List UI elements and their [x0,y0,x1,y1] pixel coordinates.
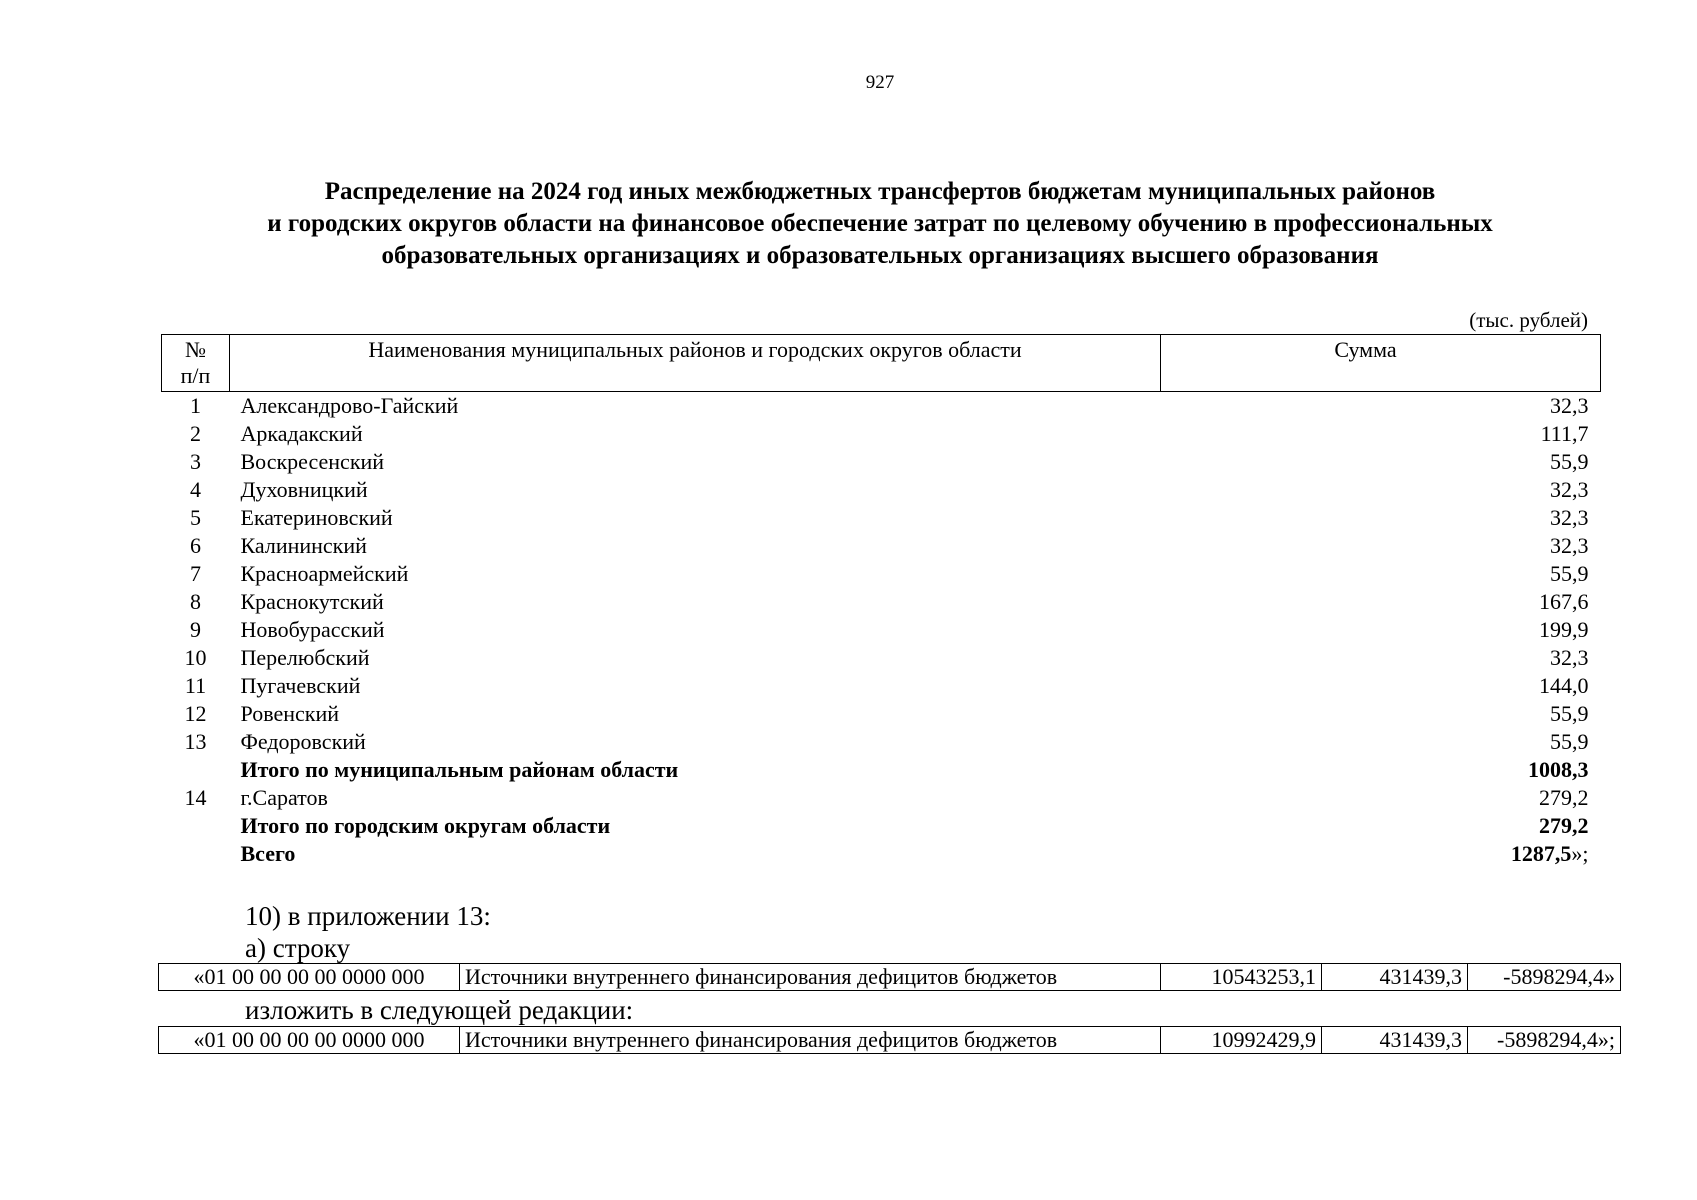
row-number: 8 [190,589,201,614]
subtotal-cities-row [162,812,1601,840]
new-row-code: «01 00 00 00 00 0000 000 [159,1027,460,1054]
row-sum: 55,9 [1550,449,1589,474]
old-row-value-1: 10543253,1 [1161,964,1322,991]
row-sum: 144,0 [1539,673,1589,698]
new-row-table [158,1026,1621,1054]
row-name: Воскресенский [240,449,385,474]
table-row [162,644,1601,672]
row-number: 12 [184,701,207,726]
new-row-description: Источники внутреннего финансирования дефицитов бюджетов [460,1027,1161,1054]
units-label: (тыс. рублей) [1469,308,1588,332]
total-sum-cell [1161,840,1601,868]
row-sum: 55,9 [1550,729,1589,754]
row-name: Перелюбский [240,645,370,670]
subtotal-cities-label: Итого по городским округам области [240,813,611,838]
row-name: Александрово-Гайский [240,393,459,418]
row-name: Краснокутский [240,589,384,614]
row-number: 7 [190,561,201,586]
old-source-row [159,964,1621,991]
table-row [162,420,1601,448]
new-row-value-2: 431439,3 [1322,1027,1468,1054]
row-number: 14 [184,785,207,810]
old-row-value-3: -5898294,4» [1468,964,1621,991]
old-row-value-2: 431439,3 [1322,964,1468,991]
table-row [162,532,1601,560]
row-sum: 32,3 [1550,533,1589,558]
table-row [162,728,1601,756]
table-row [162,448,1601,476]
old-row-description: Источники внутреннего финансирования дефицитов бюджетов [460,964,1161,991]
row-sum: 55,9 [1550,561,1589,586]
table-row [162,476,1601,504]
row-name: Красноармейский [240,561,409,586]
row-number: 5 [190,505,201,530]
table-row [162,560,1601,588]
row-number: 13 [184,729,207,754]
row-sum: 32,3 [1550,505,1589,530]
row-number-empty [162,812,230,840]
row-sum: 199,9 [1539,617,1589,642]
subtotal-districts-row [162,756,1601,784]
old-row-table [158,963,1621,991]
old-row-code: «01 00 00 00 00 0000 000 [159,964,460,991]
row-number: 2 [190,421,201,446]
new-source-row [159,1027,1621,1054]
row-name: Ровенский [240,701,339,726]
row-number-empty [162,840,230,868]
table-row [162,504,1601,532]
row-name: Новобурасский [240,617,385,642]
row-sum: 111,7 [1540,421,1589,446]
row-sum: 32,3 [1550,645,1589,670]
row-number: 1 [190,393,201,418]
total-closing-quote: »; [1571,841,1589,866]
table-row [162,392,1601,421]
table-row [162,616,1601,644]
table-header-row [162,335,1601,392]
header-number [162,335,230,392]
row-name: Духовницкий [240,477,368,502]
header-number-line1: № [185,337,206,362]
document-title [150,176,1610,272]
row-name: Пугачевский [240,673,361,698]
new-row-value-1: 10992429,9 [1161,1027,1322,1054]
row-name: Калининский [240,533,367,558]
row-sum: 32,3 [1550,393,1589,418]
title-line-3: образовательных организациях и образовательных организациях высшего образования [381,242,1379,269]
row-sum: 279,2 [1539,785,1589,810]
amendment-instruction: изложить в следующей редакции: [245,995,634,1025]
subtotal-districts-label: Итого по муниципальным районам области [240,757,679,782]
row-sum: 55,9 [1550,701,1589,726]
total-row [162,840,1601,868]
new-row-value-3: -5898294,4»; [1468,1027,1621,1054]
row-number: 4 [190,477,201,502]
header-number-line2: п/п [180,363,211,388]
amendment-subheading: а) строку [245,933,351,963]
row-sum: 167,6 [1539,589,1589,614]
table-row [162,672,1601,700]
title-line-1: Распределение на 2024 год иных межбюджетных трансфертов бюджетам муниципальных районов [324,178,1436,205]
header-name: Наименования муниципальных районов и городских округов области [230,335,1161,392]
row-number: 6 [190,533,201,558]
row-sum: 32,3 [1550,477,1589,502]
title-line-2: и городских округов области на финансовое обеспечение затрат по целевому обучению в профессиональных [267,210,1493,237]
amendment-heading: 10) в приложении 13: [245,901,491,931]
row-name: Екатериновский [240,505,393,530]
header-sum: Сумма [1161,335,1601,392]
table-row [162,700,1601,728]
row-name: Федоровский [240,729,366,754]
subtotal-cities-sum: 279,2 [1539,813,1589,838]
row-number: 11 [184,673,207,698]
row-number-empty [162,756,230,784]
row-name: г.Саратов [240,785,328,810]
row-number: 10 [184,645,207,670]
row-number: 3 [190,449,201,474]
total-label: Всего [240,841,296,866]
total-sum: 1287,5 [1510,841,1572,866]
distribution-table [161,334,1601,868]
row-name: Аркадакский [240,421,363,446]
page-number: 927 [865,72,895,93]
row-number: 9 [190,617,201,642]
table-row-city [162,784,1601,812]
table-row [162,588,1601,616]
subtotal-districts-sum: 1008,3 [1528,757,1589,782]
